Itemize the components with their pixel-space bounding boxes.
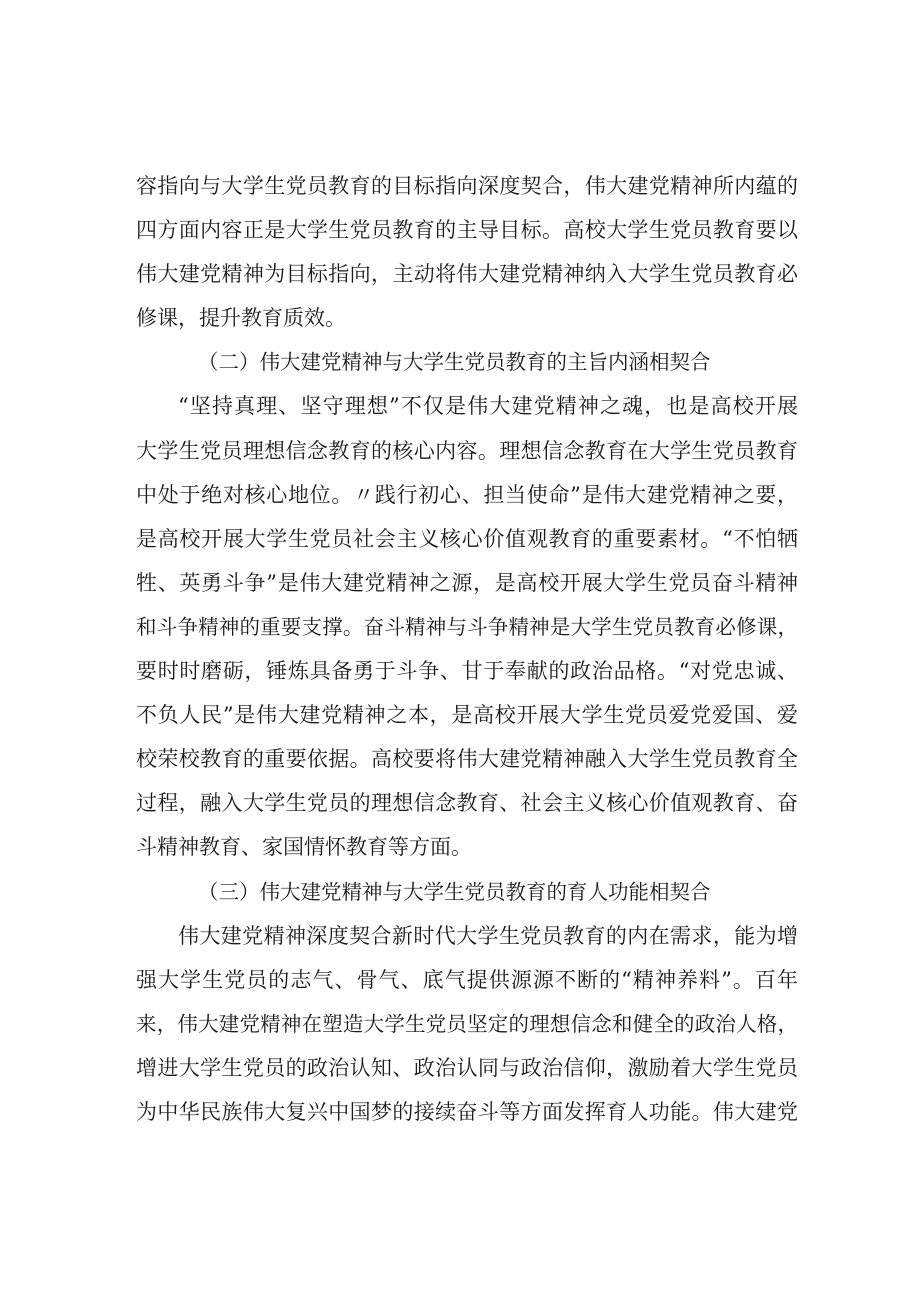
text-line: 为中华民族伟大复兴中国梦的接续奋斗等方面发挥育人功能。伟大建党 <box>136 1099 798 1124</box>
text-line: 增进大学生党员的政治认知、政治认同与政治信仰，激励着大学生党员 <box>136 1055 798 1080</box>
text-line: 中处于绝对核心地位。〃践行初心、担当使命”是伟大建党精神之要， <box>136 482 798 507</box>
text-line: 牲、英勇斗争”是伟大建党精神之源，是高校开展大学生党员奋斗精神 <box>136 570 798 595</box>
text-line: 来，伟大建党精神在塑造大学生党员坚定的理想信念和健全的政治人格， <box>136 1011 798 1036</box>
text-line: 是高校开展大学生党员社会主义核心价值观教育的重要素材。“不怕牺 <box>136 526 798 551</box>
text-line: 强大学生党员的志气、骨气、底气提供源源不断的“精神养料”。百年 <box>136 967 798 992</box>
text-line: “坚持真理、坚守理想”不仅是伟大建党精神之魂，也是高校开展 <box>178 394 798 419</box>
text-line: 容指向与大学生党员教育的目标指向深度契合，伟大建党精神所内蕴的 <box>136 174 798 198</box>
document-body <box>136 164 798 1134</box>
text-line: 要时时磨砺，锤炼具备勇于斗争、甘于奉献的政治品格。“对党忠诚、 <box>136 659 798 684</box>
text-line: 四方面内容正是大学生党员教育的主导目标。高校大学生党员教育要以 <box>136 218 798 243</box>
text-line: 伟大建党精神深度契合新时代大学生党员教育的内在需求，能为增 <box>178 923 798 948</box>
text-line: 过程，融入大学生党员的理想信念教育、社会主义核心价值观教育、奋 <box>136 791 798 816</box>
text-line: 修课，提升教育质效。 <box>136 306 346 331</box>
text-line: 伟大建党精神为目标指向，主动将伟大建党精神纳入大学生党员教育必 <box>136 262 798 287</box>
text-line: 校荣校教育的重要依据。高校要将伟大建党精神融入大学生党员教育全 <box>136 747 798 772</box>
text-line: 斗精神教育、家国情怀教育等方面。 <box>136 835 472 860</box>
section-heading: （三）伟大建党精神与大学生党员教育的育人功能相契合 <box>198 879 711 904</box>
text-line: 大学生党员理想信念教育的核心内容。理想信念教育在大学生党员教育 <box>136 438 798 463</box>
text-line: 不负人民”是伟大建党精神之本，是高校开展大学生党员爱党爱国、爱 <box>136 703 798 728</box>
section-heading: （二）伟大建党精神与大学生党员教育的主旨内涵相契合 <box>198 350 711 375</box>
text-line: 和斗争精神的重要支撑。奋斗精神与斗争精神是大学生党员教育必修课， <box>136 614 798 639</box>
